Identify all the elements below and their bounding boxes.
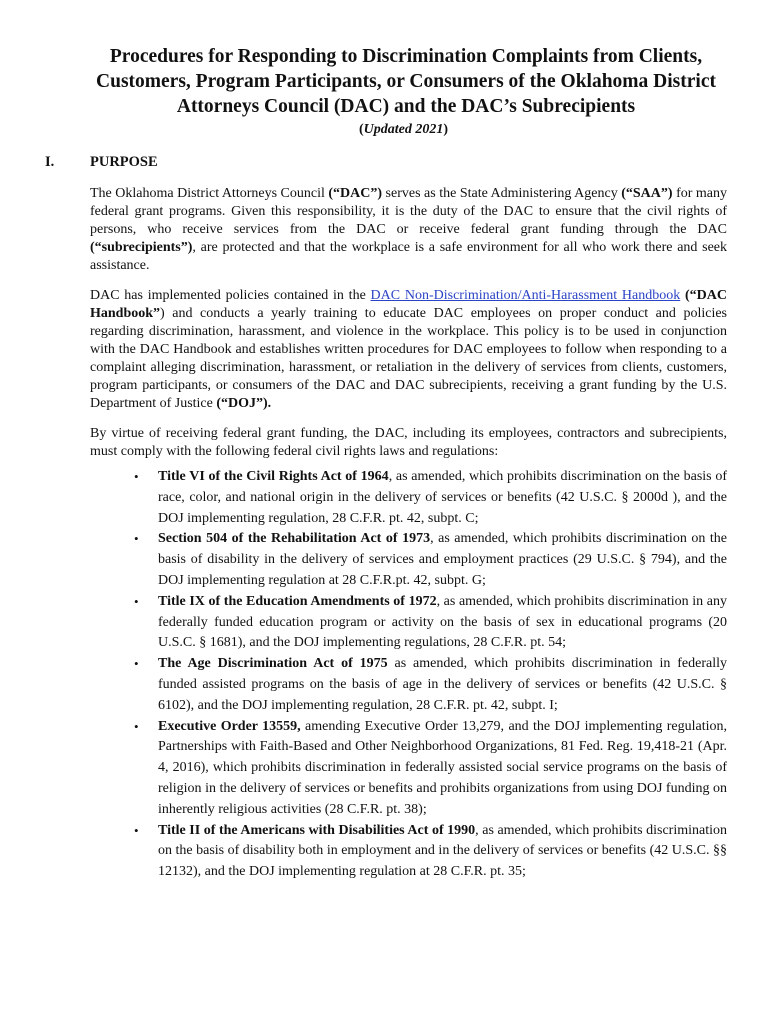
bullet-icon: •: [134, 531, 139, 547]
section-title: PURPOSE: [90, 154, 158, 170]
paragraph-compliance: By virtue of receiving federal grant funding, the DAC, including its employees, contractors and subrecipients, must comply with the following federal civil rights laws and regulations:: [90, 426, 727, 459]
updated-note: (Updated 2021): [358, 122, 449, 137]
document-title: Procedures for Responding to Discrimination Complaints from Clients, Customers, Program Participants, or Consumers of the Oklahoma District Attorneys Council (DAC) and the DAC’s Subrecipients: [96, 46, 716, 117]
list-item: • Title VI of the Civil Rights Act of 1964, as amended, which prohibits discrimination on the basis of race, color, and national origin in the delivery of services or benefits (42 U.S.C. § 2000d ), and the DOJ implementing regulation, 28 C.F.R. pt. 42, subpt. C;: [134, 469, 728, 526]
bullet-icon: •: [134, 822, 139, 838]
list-item: • The Age Discrimination Act of 1975 as amended, which prohibits discrimination in federally funded assisted programs on the basis of age in the delivery of services or benefits (42 U.S.C. § 6102), and the DOJ implementing regulation, 28 C.F.R. pt. 42, subpt. I;: [134, 656, 727, 713]
paragraph-handbook: DAC has implemented policies contained in the DAC Non-Discrimination/Anti-Harassment Handbook (“DAC Handbook”) and conducts a yearly training to educate DAC employees on proper conduct and policies regarding discrimination, harassment, and violence in the workplace. This policy is to be used in conjunction with the DAC Handbook and establishes written procedures for DAC employees to follow when responding to a complaint alleging discrimination, harassment, or retaliation in the delivery of services from clients, customers, program participants, or consumers of the DAC and DAC subrecipients, receiving a grant funding by the U.S. Department of Justice (“DOJ”).: [90, 288, 727, 411]
bullet-icon: •: [134, 656, 139, 672]
dac-handbook-link[interactable]: DAC Non-Discrimination/Anti-Harassment Handbook: [370, 288, 681, 303]
civil-rights-laws-list: [90, 467, 727, 883]
list-item: • Title II of the Americans with Disabilities Act of 1990, as amended, which prohibits discrimination on the basis of disability both in employment and in the delivery of services or benefits (42 U.S.C. §§ 12132), and the DOJ implementing regulation at 28 C.F.R. pt. 35;: [134, 822, 728, 880]
section-heading: [45, 153, 727, 171]
list-item: • Executive Order 13559, amending Executive Order 13,279, and the DOJ implementing regulation, Partnerships with Faith-Based and Other Neighborhood Organizations, 81 Fed. Reg. 19,418-21 (Apr. 4, 2016), which prohibits discrimination in federally assisted social service programs on the basis of religion in the delivery of services or benefits and prohibits organizations from using DOJ funding on inherently religious activities (28 C.F.R. pt. 38);: [134, 718, 728, 817]
paragraph-intro: The Oklahoma District Attorneys Council (“DAC”) serves as the State Administering Agency (“SAA”) for many federal grant programs. Given this responsibility, it is the duty of the DAC to ensure that the civil rights of persons, who receive services from the DAC or receive federal grant funding through the DAC (“subrecipients”), are protected and that the workplace is a safe environment for all who work there and seek assistance.: [90, 186, 728, 273]
updated-text: Updated 2021: [363, 122, 444, 137]
list-item: • Title IX of the Education Amendments of 1972, as amended, which prohibits discrimination in any federally funded education program or activity on the basis of sex in educational programs (20 U.S.C. § 1681), and the DOJ implementing regulations, 28 C.F.R. pt. 54;: [134, 593, 728, 651]
bullet-icon: •: [134, 718, 139, 734]
bullet-icon: •: [134, 593, 139, 609]
section-number: I.: [45, 154, 55, 170]
bullet-icon: •: [134, 469, 139, 484]
list-item: • Section 504 of the Rehabilitation Act of 1973, as amended, which prohibits discrimination on the basis of disability in the delivery of services and employment practices (29 U.S.C. § 794), and the DOJ implementing regulation at 28 C.F.R.pt. 42, subpt. G;: [134, 531, 727, 588]
